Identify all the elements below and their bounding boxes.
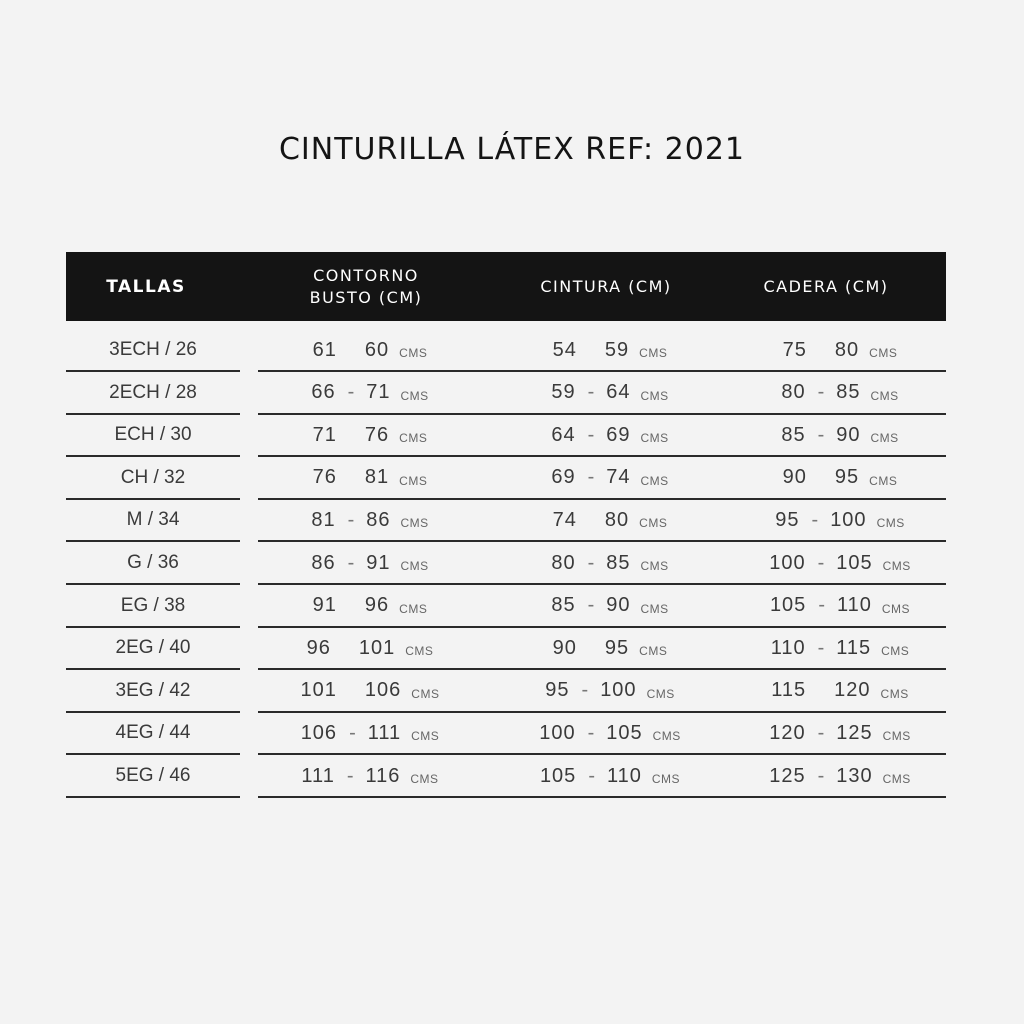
bust-separator: -: [347, 551, 355, 574]
hip-cell: [740, 713, 940, 753]
waist-unit: CMS: [639, 346, 668, 360]
waist-max: 85: [606, 551, 631, 574]
waist-separator: -: [587, 466, 595, 489]
bust-cell: [280, 373, 460, 413]
waist-cell: [510, 458, 710, 498]
bust-unit: CMS: [405, 644, 434, 659]
size-cell: 2ECH / 28: [66, 373, 240, 415]
waist-separator: -: [587, 721, 595, 744]
hip-cell: [740, 373, 940, 413]
waist-cell: [510, 500, 710, 540]
hip-cell: [740, 458, 940, 498]
hip-min: 115: [771, 679, 807, 702]
waist-max: 64: [606, 381, 631, 404]
bust-unit: CMS: [399, 473, 428, 488]
table-row: [0, 330, 1024, 372]
hip-separator: -: [817, 381, 825, 404]
hip-unit: CMS: [881, 644, 910, 659]
waist-min: 64: [551, 423, 576, 446]
waist-separator: -: [587, 551, 595, 574]
hip-max: 105: [836, 551, 873, 574]
bust-unit: CMS: [400, 559, 429, 573]
hip-min: 95: [775, 508, 800, 531]
table-row: [0, 713, 1024, 755]
hip-unit: CMS: [870, 431, 899, 446]
hip-min: 100: [769, 551, 806, 574]
bust-min: 86: [311, 551, 336, 574]
bust-max: 101: [358, 636, 396, 659]
bust-min: 66: [311, 381, 336, 404]
waist-unit: CMS: [652, 729, 681, 744]
size-cell: CH / 32: [66, 458, 240, 500]
size-cell: EG / 38: [66, 586, 240, 628]
hip-min: 110: [770, 636, 806, 659]
bust-cell: [280, 500, 460, 540]
table-row: [0, 373, 1024, 415]
hip-separator: -: [818, 594, 825, 617]
bust-cell: [280, 458, 460, 498]
bust-min: 106: [300, 721, 338, 744]
hip-max: 130: [836, 764, 873, 787]
hip-max: 80: [834, 338, 860, 361]
hip-cell: [740, 500, 940, 540]
bust-min: 111: [301, 764, 335, 787]
hip-separator: -: [811, 508, 819, 531]
hip-separator: -: [817, 636, 825, 659]
waist-cell: [510, 756, 710, 796]
waist-cell: [510, 415, 710, 455]
bust-min: 76: [312, 466, 337, 489]
size-cell: 5EG / 46: [66, 756, 240, 798]
bust-unit: CMS: [400, 388, 429, 403]
waist-max: 69: [606, 423, 631, 446]
hip-max: 85: [836, 381, 861, 404]
header-waist: CINTURA (CM): [540, 276, 672, 296]
bust-unit: CMS: [410, 772, 439, 786]
waist-unit: CMS: [639, 516, 668, 531]
waist-cell: [510, 586, 710, 626]
waist-min: 59: [551, 381, 576, 404]
table-row: [0, 415, 1024, 457]
waist-min: 74: [552, 508, 577, 531]
size-cell: M / 34: [66, 500, 240, 542]
bust-max: 111: [367, 721, 402, 744]
hip-max: 120: [834, 679, 871, 702]
bust-max: 81: [364, 466, 390, 489]
hip-max: 100: [830, 508, 867, 531]
waist-max: 110: [606, 764, 642, 787]
waist-min: 100: [539, 721, 576, 744]
header-sizes: TALLAS: [106, 276, 186, 297]
waist-cell: [510, 671, 710, 711]
table-header: [66, 252, 946, 321]
waist-min: 80: [551, 551, 576, 574]
size-cell: 3EG / 42: [66, 671, 240, 713]
waist-max: 80: [604, 508, 630, 531]
bust-max: 91: [366, 551, 391, 574]
table-row: [0, 500, 1024, 542]
bust-max: 116: [365, 764, 401, 787]
bust-cell: [280, 628, 460, 668]
hip-unit: CMS: [876, 516, 905, 531]
waist-max: 74: [606, 466, 631, 489]
bust-cell: [280, 671, 460, 711]
hip-cell: [740, 543, 940, 583]
table-row: [0, 756, 1024, 798]
waist-cell: [510, 713, 710, 753]
bust-max: 71: [366, 381, 391, 404]
header-bust-line2: BUSTO (CM): [309, 287, 423, 307]
waist-unit: CMS: [640, 559, 669, 573]
hip-separator: -: [817, 764, 825, 787]
hip-unit: CMS: [882, 729, 911, 744]
header-hip: CADERA (CM): [763, 276, 889, 296]
hip-unit: CMS: [869, 473, 898, 488]
hip-cell: [740, 330, 940, 370]
waist-max: 95: [604, 636, 630, 659]
bust-max: 76: [364, 423, 390, 446]
hip-separator: -: [817, 721, 825, 744]
hip-max: 125: [836, 721, 873, 744]
page-title: CINTURILLA LÁTEX REF: 2021: [278, 132, 746, 167]
hip-cell: [740, 756, 940, 796]
hip-unit: CMS: [881, 601, 911, 616]
waist-separator: -: [588, 764, 595, 787]
hip-min: 105: [769, 594, 807, 617]
table-row: [0, 586, 1024, 628]
hip-unit: CMS: [882, 559, 911, 573]
bust-unit: CMS: [400, 516, 429, 531]
hip-min: 85: [781, 423, 806, 446]
table-row: [0, 543, 1024, 585]
bust-min: 61: [312, 338, 337, 361]
size-cell: 4EG / 44: [66, 713, 240, 755]
bust-separator: -: [347, 508, 355, 531]
table-row: [0, 671, 1024, 713]
waist-min: 90: [552, 636, 577, 659]
waist-unit: CMS: [640, 473, 669, 488]
waist-separator: -: [587, 381, 595, 404]
hip-max: 110: [836, 594, 872, 617]
waist-max: 90: [606, 594, 631, 617]
size-cell: 2EG / 40: [66, 628, 240, 670]
waist-separator: -: [587, 594, 595, 617]
hip-max: 115: [836, 636, 872, 659]
waist-unit: CMS: [640, 388, 669, 403]
waist-unit: CMS: [651, 772, 681, 786]
waist-min: 105: [539, 764, 577, 787]
bust-min: 71: [312, 423, 337, 446]
bust-max: 106: [364, 679, 402, 702]
waist-max: 105: [606, 721, 643, 744]
hip-cell: [740, 671, 940, 711]
hip-cell: [740, 586, 940, 626]
bust-cell: [280, 543, 460, 583]
bust-unit: CMS: [411, 686, 440, 701]
hip-min: 80: [781, 381, 806, 404]
waist-max: 59: [604, 338, 630, 361]
header-bust: [266, 252, 466, 321]
bust-cell: [280, 586, 460, 626]
bust-max: 96: [364, 594, 390, 617]
bust-cell: [280, 330, 460, 370]
bust-min: 91: [312, 594, 337, 617]
table-row: [0, 458, 1024, 500]
bust-max: 60: [364, 338, 390, 361]
bust-unit: CMS: [399, 346, 428, 360]
waist-unit: CMS: [640, 601, 669, 616]
waist-cell: [510, 330, 710, 370]
hip-min: 75: [782, 338, 807, 361]
waist-max: 100: [600, 679, 637, 702]
bust-max: 86: [366, 508, 391, 531]
waist-unit: CMS: [646, 686, 675, 701]
bust-cell: [280, 713, 460, 753]
bust-min: 101: [300, 679, 337, 702]
hip-unit: CMS: [870, 388, 899, 403]
hip-max: 90: [836, 423, 861, 446]
bust-unit: CMS: [399, 601, 428, 616]
hip-cell: [740, 628, 940, 668]
bust-unit: CMS: [399, 431, 428, 446]
size-cell: G / 36: [66, 543, 240, 585]
waist-cell: [510, 628, 710, 668]
hip-unit: CMS: [882, 772, 911, 786]
bust-separator: -: [346, 764, 354, 787]
bust-separator: -: [349, 721, 356, 744]
bust-min: 81: [311, 508, 336, 531]
waist-separator: -: [581, 679, 589, 702]
hip-min: 120: [769, 721, 806, 744]
waist-min: 85: [551, 594, 576, 617]
waist-unit: CMS: [640, 431, 669, 446]
waist-cell: [510, 373, 710, 413]
bust-separator: -: [347, 381, 355, 404]
hip-max: 95: [834, 466, 860, 489]
hip-unit: CMS: [869, 346, 898, 360]
waist-separator: -: [587, 423, 595, 446]
waist-min: 95: [545, 679, 570, 702]
hip-min: 90: [782, 466, 807, 489]
hip-separator: -: [817, 551, 825, 574]
waist-min: 54: [552, 338, 577, 361]
size-cell: ECH / 30: [66, 415, 240, 457]
waist-unit: CMS: [639, 644, 668, 659]
waist-cell: [510, 543, 710, 583]
size-cell: 3ECH / 26: [66, 330, 240, 372]
hip-cell: [740, 415, 940, 455]
hip-min: 125: [769, 764, 806, 787]
bust-min: 96: [306, 636, 331, 659]
hip-unit: CMS: [880, 686, 909, 701]
hip-separator: -: [817, 423, 825, 446]
header-bust-line1: CONTORNO: [313, 265, 419, 285]
waist-min: 69: [551, 466, 576, 489]
bust-unit: CMS: [411, 729, 440, 744]
bust-cell: [280, 756, 460, 796]
bust-cell: [280, 415, 460, 455]
table-row: [0, 628, 1024, 670]
